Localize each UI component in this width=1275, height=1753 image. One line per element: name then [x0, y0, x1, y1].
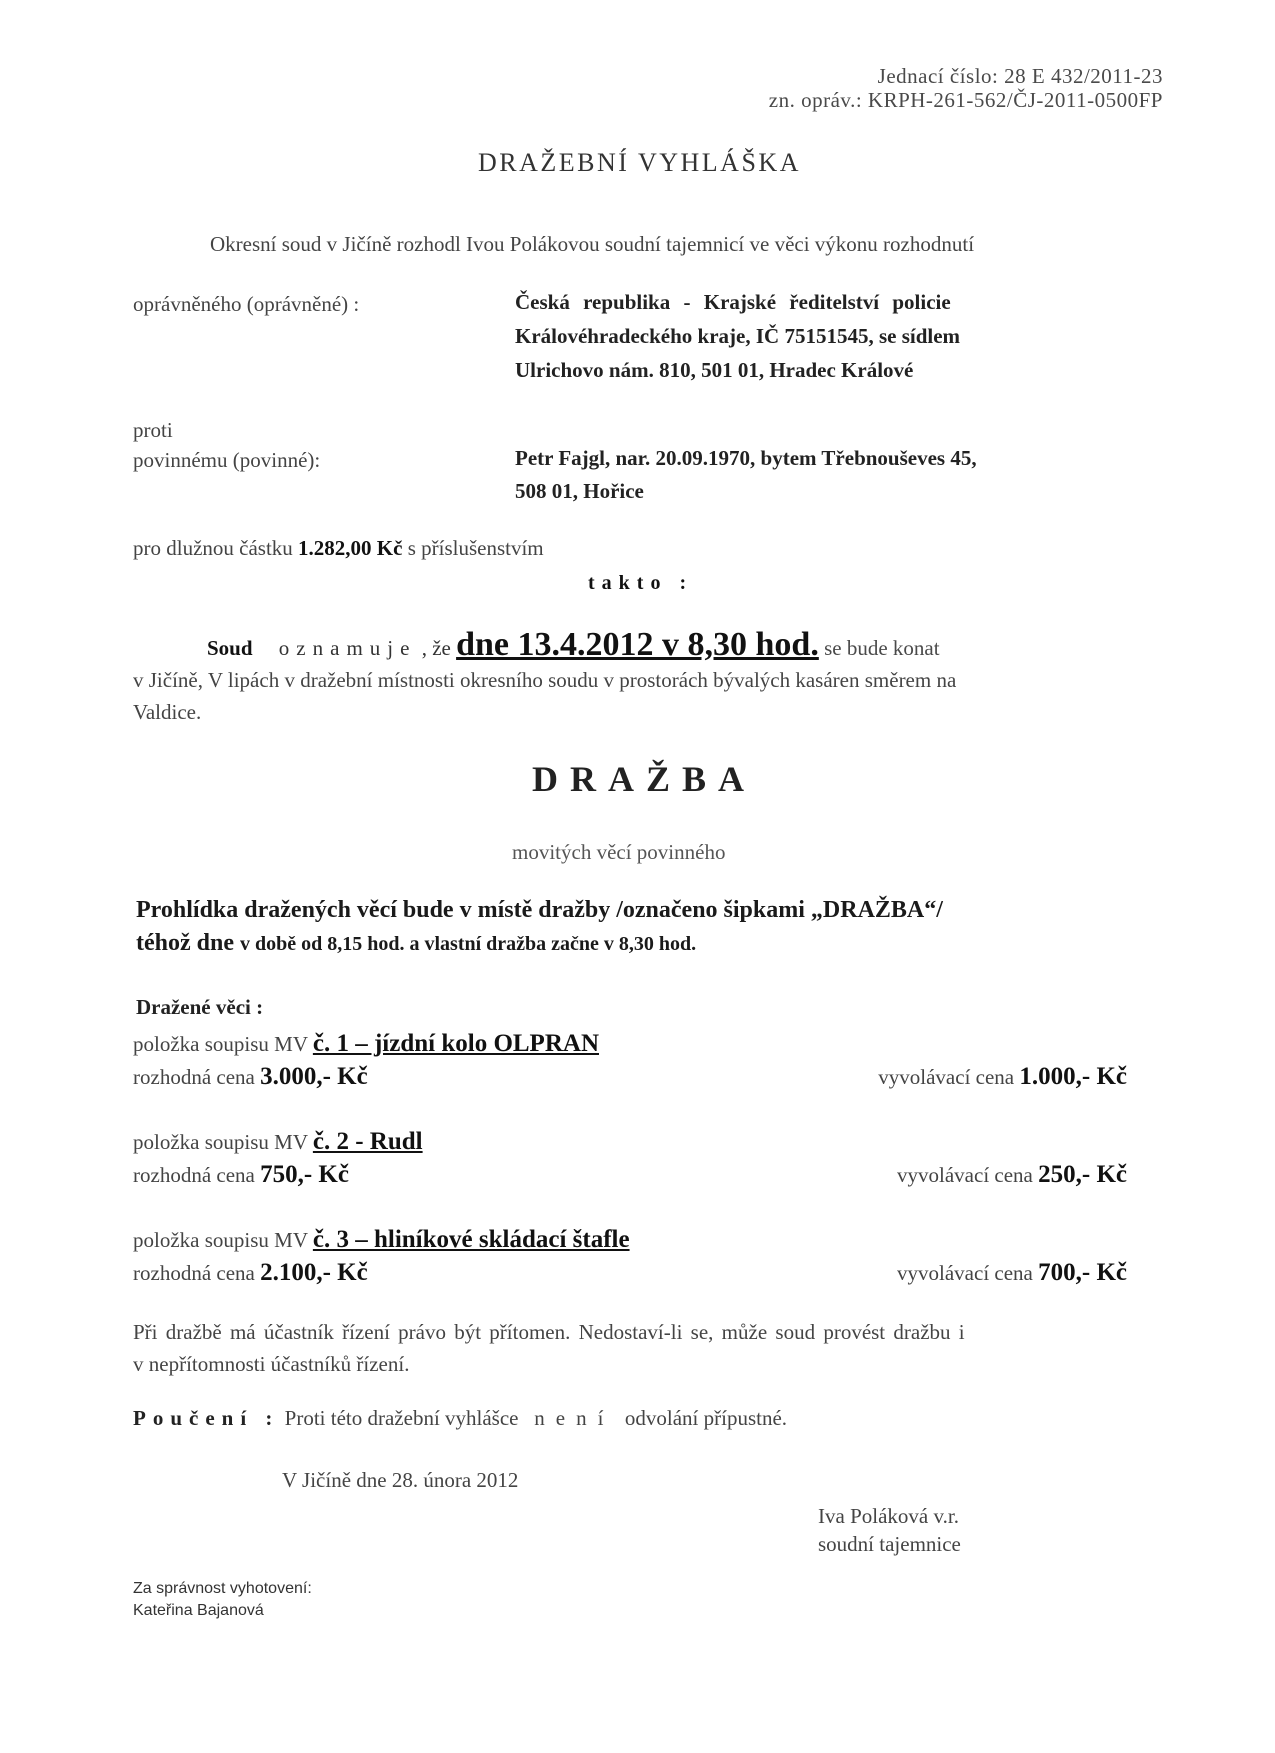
creditor-line-1: Česká republika - Krajské ředitelství policie	[515, 290, 951, 314]
item-1-price	[133, 1063, 368, 1091]
presence-line-2: v nepřítomnosti účastníků řízení.	[133, 1352, 410, 1376]
item-1-price-value: 3.000,- Kč	[260, 1063, 368, 1090]
item-3-start-price	[897, 1259, 1127, 1287]
debt-amount-line	[133, 536, 544, 561]
item-1-prefix: položka soupisu MV	[133, 1032, 308, 1056]
place-and-date: V Jičíně dne 28. února 2012	[282, 1468, 519, 1492]
item-2-prefix: položka soupisu MV	[133, 1130, 308, 1154]
item-2-line	[133, 1128, 423, 1156]
inspection-line-1: Prohlídka dražených věcí bude v místě dražby /označeno šipkami „DRAŽBA“/	[136, 897, 943, 923]
item-3-prefix: položka soupisu MV	[133, 1228, 308, 1252]
item-1-line	[133, 1030, 599, 1058]
auction-date: dne 13.4.2012 v 8,30 hod.	[456, 626, 819, 663]
item-3-line	[133, 1226, 630, 1254]
item-3-start-label: vyvolávací cena	[897, 1261, 1033, 1285]
amount-suffix: s příslušenstvím	[407, 536, 544, 560]
document-title: DRAŽEBNÍ VYHLÁŠKA	[478, 148, 801, 177]
debtor-label: povinnému (povinné):	[133, 448, 321, 472]
creditor-line-3: Ulrichovo nám. 810, 501 01, Hradec Králové	[515, 358, 914, 382]
item-1-start-label: vyvolávací cena	[878, 1065, 1015, 1089]
debtor-line-1: Petr Fajgl, nar. 20.09.1970, bytem Třebnouševes 45,	[515, 446, 977, 470]
instruction-label: Poučení :	[133, 1406, 280, 1430]
item-2-price-label: rozhodná cena	[133, 1163, 255, 1187]
item-2-start-value: 250,- Kč	[1038, 1161, 1127, 1188]
inspection-same-day: téhož dne	[136, 930, 234, 956]
oznamuje-word: oznamuje	[278, 636, 417, 660]
amount-value: 1.282,00 Kč	[298, 536, 403, 560]
inspection-line-2	[136, 930, 696, 957]
place-line-2: Valdice.	[133, 700, 202, 724]
drazba-heading: DRAŽBA	[532, 759, 757, 799]
amount-prefix: pro dlužnou částku	[133, 536, 293, 560]
se-bude-konat: se bude konat	[824, 636, 940, 660]
takto-heading: takto :	[588, 572, 694, 594]
case-number: Jednací číslo: 28 E 432/2011-23	[877, 64, 1163, 88]
item-2-name: č. 2 - Rudl	[312, 1128, 423, 1155]
creditor-line-2: Královéhradeckého kraje, IČ 75151545, se sídlem	[515, 324, 961, 348]
item-2-price-value: 750,- Kč	[260, 1161, 349, 1188]
debtor-line-2: 508 01, Hořice	[515, 479, 644, 503]
announcement-line	[207, 626, 940, 664]
item-1-start-value: 1.000,- Kč	[1019, 1063, 1127, 1090]
reference-number: zn. opráv.: KRPH-261-562/ČJ-2011-0500FP	[768, 88, 1163, 112]
item-1-price-label: rozhodná cena	[133, 1065, 255, 1089]
item-3-price	[133, 1259, 368, 1287]
item-3-name: č. 3 – hliníkové skládací štafle	[312, 1226, 630, 1253]
inspection-time: v době od 8,15 hod. a vlastní dražba začne v 8,30 hod.	[240, 933, 697, 955]
ze-word: , že	[421, 636, 451, 660]
soud-word: Soud	[207, 636, 253, 660]
intro-text: Okresní soud v Jičíně rozhodl Ivou Polákovou soudní tajemnicí ve věci výkonu rozhodnutí	[210, 232, 975, 256]
signature-role: soudní tajemnice	[818, 1532, 961, 1556]
presence-line-1: Při dražbě má účastník řízení právo být přítomen. Nedostaví-li se, může soud provést dražbu i	[133, 1320, 965, 1344]
verification-name: Kateřina Bajanová	[133, 1602, 264, 1619]
items-heading: Dražené věci :	[136, 995, 264, 1019]
creditor-label: oprávněného (oprávněné) :	[133, 292, 360, 316]
item-3-start-value: 700,- Kč	[1038, 1259, 1127, 1286]
signature-name: Iva Poláková v.r.	[818, 1504, 959, 1528]
item-2-start-label: vyvolávací cena	[897, 1163, 1033, 1187]
item-3-price-label: rozhodná cena	[133, 1261, 255, 1285]
item-1-name: č. 1 – jízdní kolo OLPRAN	[312, 1030, 599, 1057]
instruction-text-1: Proti této dražební vyhlášce	[284, 1406, 519, 1430]
verification-label: Za správnost vyhotovení:	[133, 1580, 312, 1597]
instruction-line	[133, 1406, 787, 1431]
place-line-1: v Jičíně, V lipách v dražební místnosti okresního soudu v prostorách bývalých kasáren směrem na	[133, 668, 957, 692]
item-2-price	[133, 1161, 349, 1189]
movable-items-subtitle: movitých věcí povinného	[512, 840, 726, 864]
item-1-start-price	[878, 1063, 1127, 1091]
item-2-start-price	[897, 1161, 1127, 1189]
instruction-text-2: odvolání přípustné.	[624, 1406, 788, 1430]
against-label: proti	[133, 418, 173, 442]
item-3-price-value: 2.100,- Kč	[260, 1259, 368, 1286]
instruction-neni: není	[534, 1406, 615, 1430]
